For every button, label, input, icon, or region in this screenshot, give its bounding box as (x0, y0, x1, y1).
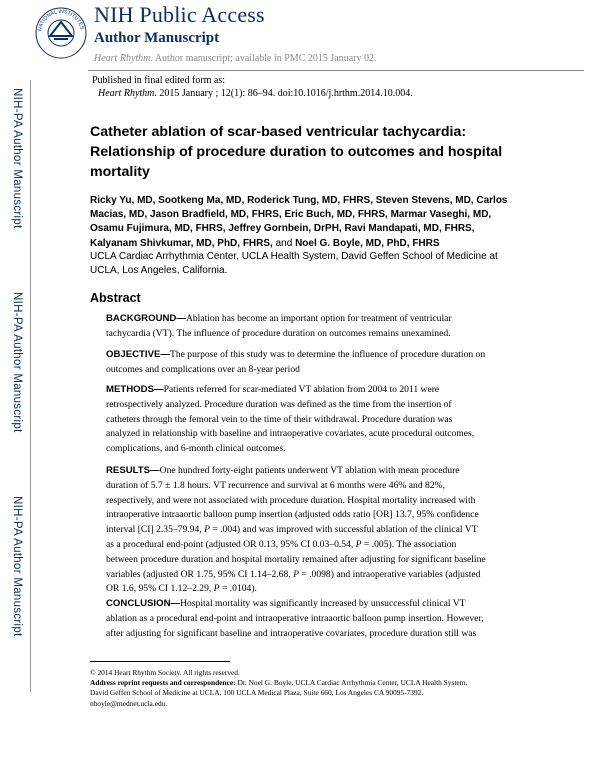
authors-line-4a: Kalyanam Shivkumar, MD, PhD, FHRS, (90, 237, 273, 249)
footnote-rule (90, 661, 230, 662)
email-line: nboyle@mednet.ucla.edu. (90, 698, 168, 708)
results-line-6 (106, 538, 566, 553)
published-info (92, 74, 413, 100)
author-list (90, 194, 560, 251)
abstract-methods (106, 383, 566, 457)
affil-line-1: UCLA Cardiac Arrhythmia Center, UCLA Health System, David Geffen School of Medicine at (90, 251, 498, 262)
results-line-9a: OR 1.6, 95% CI 1.12–2.29, (106, 583, 214, 595)
sidebar-label-3: NIH-PA Author Manuscript (11, 496, 23, 637)
abstract-heading: Abstract (90, 291, 141, 305)
objective-label: OBJECTIVE— (106, 349, 170, 360)
abstract-results (106, 464, 566, 597)
conclusion-line-2: ablation as a procedural end-point and intraoperative intraaortic balloon pump insertion. However, (106, 612, 484, 624)
results-line-3: respectively, and were not associated with procedure duration. Hospital mortality increased with (106, 494, 476, 506)
results-line-5 (106, 523, 566, 538)
methods-line-5: complications, and 6-month clinical outcomes. (106, 443, 286, 455)
background-line-2: tachycardia (VT). The influence of procedure duration on outcomes remains unexamined. (106, 327, 451, 339)
authors-and: and (272, 237, 296, 249)
methods-line-1: Patients referred for scar-mediated VT ablation from 2004 to 2011 were (163, 384, 440, 395)
title-line-2: Relationship of procedure duration to outcomes and hospital (90, 144, 503, 160)
conclusion-label: CONCLUSION— (106, 598, 181, 609)
p-value-symbol: P (204, 524, 210, 536)
availability-line (94, 53, 376, 64)
abstract-conclusion (106, 597, 566, 641)
objective-line-2: outcomes and complications over an 8-year period (106, 363, 300, 375)
results-line-6b: = .005). The association (361, 538, 457, 550)
authors-line-3: Osamu Fujimura, MD, FHRS, Jeffrey Gornbein, DrPH, Ravi Mandapati, MD, FHRS, (90, 223, 475, 235)
sidebar-watermark (0, 80, 31, 692)
p-value-symbol: P (213, 583, 220, 595)
title-line-3: mortality (90, 164, 150, 180)
header-rule (88, 70, 584, 71)
nih-public-access-title: NIH Public Access (94, 2, 265, 27)
results-label: RESULTS— (106, 465, 160, 476)
article-title (90, 122, 570, 182)
conclusion-line-1: Hospital mortality was significantly increased by unsuccessful clinical VT (180, 598, 466, 609)
authors-line-4 (90, 237, 560, 251)
citation-text: . 2015 January ; 12(1): 86–94. doi:10.1016/j.hrthm.2014.10.004. (154, 88, 413, 99)
authors-line-2: Macias, MD, Jason Bradfield, MD, FHRS, Eric Buch, MD, FHRS, Marmar Vaseghi, MD, (90, 209, 492, 221)
address-label: Address reprint requests and correspondence: (90, 678, 236, 688)
objective-line-1: The purpose of this study was to determine the influence of procedure duration on (169, 349, 486, 360)
abstract-objective (106, 348, 566, 378)
results-line-8a: variables (adjusted OR 1.75, 95% CI 1.14–2.68, (106, 568, 294, 580)
p-value-symbol: P (355, 538, 362, 550)
logo-text: NATIONAL INSTITUTES (37, 8, 85, 32)
address-line-1: Dr. Noel G. Boyle, UCLA Cardiac Arrhythmia Center, UCLA Health System, (235, 678, 468, 688)
results-line-2: duration of 5.7 ± 1.8 hours. VT recurrence and survival at 6 months were 46% and 82%, (106, 479, 446, 491)
results-line-5a: interval [CI] 2.35–79.94, (106, 524, 205, 536)
background-line-1: Ablation has become an important option for treatment of ventricular (185, 313, 452, 324)
results-line-1: One hundred forty-eight patients underwent VT ablation with mean procedure (159, 465, 460, 476)
title-line-1: Catheter ablation of scar-based ventricular tachycardia: (90, 124, 467, 140)
results-line-4: intraoperative intraaortic balloon pump insertion (adjusted odds ratio [OR] 13.7, 95% confidence (106, 509, 479, 521)
results-line-9b: = .0104). (219, 583, 257, 595)
affiliation (90, 250, 550, 278)
methods-line-4: analyzed in relationship with baseline and intraoperative covariates, acute procedural outcomes, (106, 428, 475, 440)
methods-label: METHODS— (106, 384, 164, 395)
published-label: Published in final edited form as: (92, 75, 226, 86)
methods-line-3: catheters through the femoral vein to the time of their withdrawal. Procedure duration was (106, 413, 453, 425)
author-manuscript-label: Author Manuscript (94, 30, 220, 46)
results-line-5b: = .004) and was improved with successful ablation of the clinical VT (209, 524, 478, 536)
address-line-2: David Geffen School of Medicine at UCLA, 100 UCLA Medical Plaza, Suite 660, Los Angeles CA 90095-7392. (90, 688, 424, 698)
results-line-6a: as a procedural end-point (adjusted OR 0.13, 95% CI 0.03–0.54, (106, 538, 356, 550)
availability-text: . Author manuscript; available in PMC 2015 January 02. (150, 53, 377, 64)
results-line-7: between procedure duration and hospital mortality remained after adjusting for significant baseline (106, 553, 486, 565)
sidebar-label-1: NIH-PA Author Manuscript (11, 88, 23, 229)
abstract-background (106, 312, 566, 342)
footnote (90, 668, 570, 709)
availability-journal: Heart Rhythm (94, 53, 151, 64)
authors-line-1: Ricky Yu, MD, Sootkeng Ma, MD, Roderick Tung, MD, FHRS, Steven Stevens, MD, Carlos (90, 195, 508, 206)
background-label: BACKGROUND— (106, 313, 186, 324)
citation-journal: Heart Rhythm (98, 88, 155, 99)
results-line-8 (106, 568, 566, 583)
authors-line-4c: Noel G. Boyle, MD, PhD, FHRS (295, 237, 440, 249)
sidebar-label-2: NIH-PA Author Manuscript (11, 292, 23, 433)
conclusion-line-3: after adjusting for significant baseline and intraoperative covariates, procedure duration still was (106, 627, 477, 639)
p-value-symbol: P (293, 568, 299, 580)
nih-logo (34, 6, 88, 60)
affil-line-2: UCLA, Los Angeles, California. (90, 265, 228, 277)
results-line-8b: = .0098) and intraoperative variables (adjusted (298, 568, 481, 580)
methods-line-2: retrospectively analyzed. Procedure duration was defined as the time from the insertion of (106, 398, 452, 410)
copyright-line: © 2014 Heart Rhythm Society. All rights reserved. (90, 668, 240, 677)
results-line-9 (106, 582, 566, 597)
published-citation (92, 87, 413, 100)
